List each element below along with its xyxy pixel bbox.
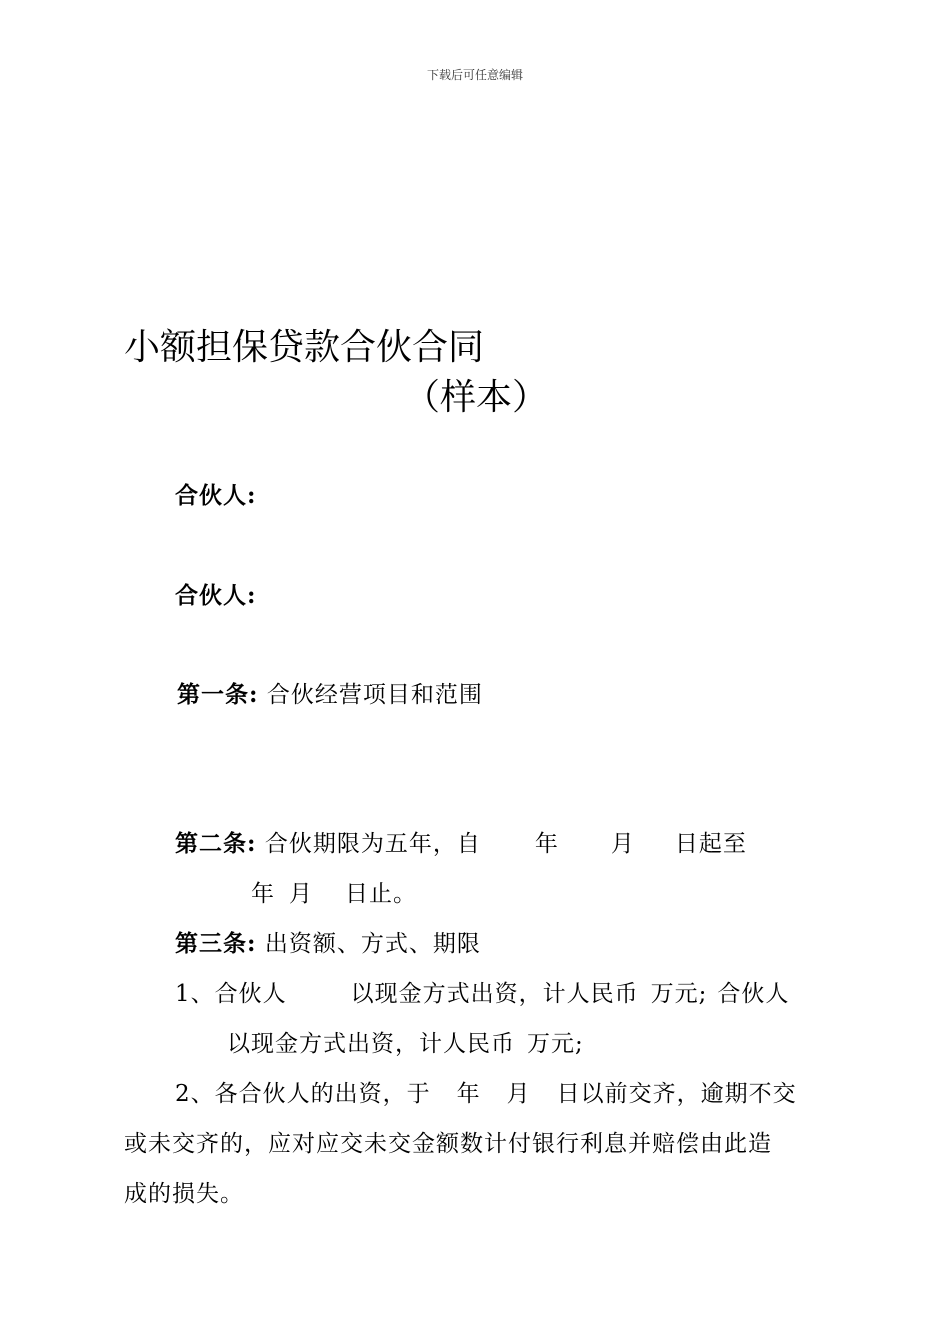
- article-3-item-1-line-2: [227, 1028, 584, 1060]
- article-3-line: [175, 928, 481, 960]
- article-2-text: 合伙期限为五年，自: [264, 831, 481, 857]
- partner-label-1: 合伙人:: [175, 482, 257, 509]
- item-2-month: 月: [506, 1081, 531, 1107]
- article-3-item-2-line-3: 成的损失。: [124, 1181, 244, 1207]
- header-note: 下载后可任意编辑: [426, 68, 523, 82]
- article-2-month-1: 月: [610, 831, 635, 857]
- article-2-line-2: [251, 878, 417, 910]
- article-3-text: 出资额、方式、期限: [264, 931, 481, 957]
- article-2-month-2: 月: [289, 881, 313, 907]
- article-2-year-2: 年: [251, 881, 275, 907]
- article-3-item-1-line-1: [175, 978, 789, 1010]
- article-2-line-1: [175, 828, 747, 860]
- document-title: 小额担保贷款合伙合同: [124, 327, 485, 368]
- article-2-year-1: 年: [534, 831, 559, 857]
- item-2-rest: 日以前交齐，逾期不交: [556, 1081, 797, 1107]
- article-1-line: [177, 679, 483, 711]
- document-subtitle: （样本）: [404, 377, 549, 418]
- article-1-text: 合伙经营项目和范围: [266, 682, 483, 708]
- item-1-part-c: 合伙人: [717, 981, 790, 1007]
- item-2-year: 年: [456, 1081, 481, 1107]
- article-3-item-2-line-1: [175, 1078, 797, 1110]
- item-2-prefix: 2、各合伙人的出资，于: [175, 1081, 431, 1107]
- article-2-label: 第二条:: [175, 830, 257, 857]
- article-2-day-start: 日起至: [674, 831, 747, 857]
- item-1-line-2-a: 以现金方式出资，计人民币: [227, 1031, 515, 1057]
- article-3-item-2-line-2: 或未交齐的，应对应交未交金额数计付银行利息并赔偿由此造: [124, 1131, 772, 1157]
- partner-label-2: 合伙人:: [175, 582, 257, 609]
- article-2-day-end: 日止。: [345, 881, 417, 907]
- item-1-part-a: 以现金方式出资，计人民币: [350, 981, 639, 1007]
- item-1-prefix: 1、合伙人: [175, 981, 287, 1007]
- article-3-label: 第三条:: [175, 930, 257, 957]
- article-1-label: 第一条:: [177, 681, 259, 708]
- item-1-line-2-b: 万元;: [527, 1031, 584, 1057]
- item-1-part-b: 万元;: [650, 981, 708, 1007]
